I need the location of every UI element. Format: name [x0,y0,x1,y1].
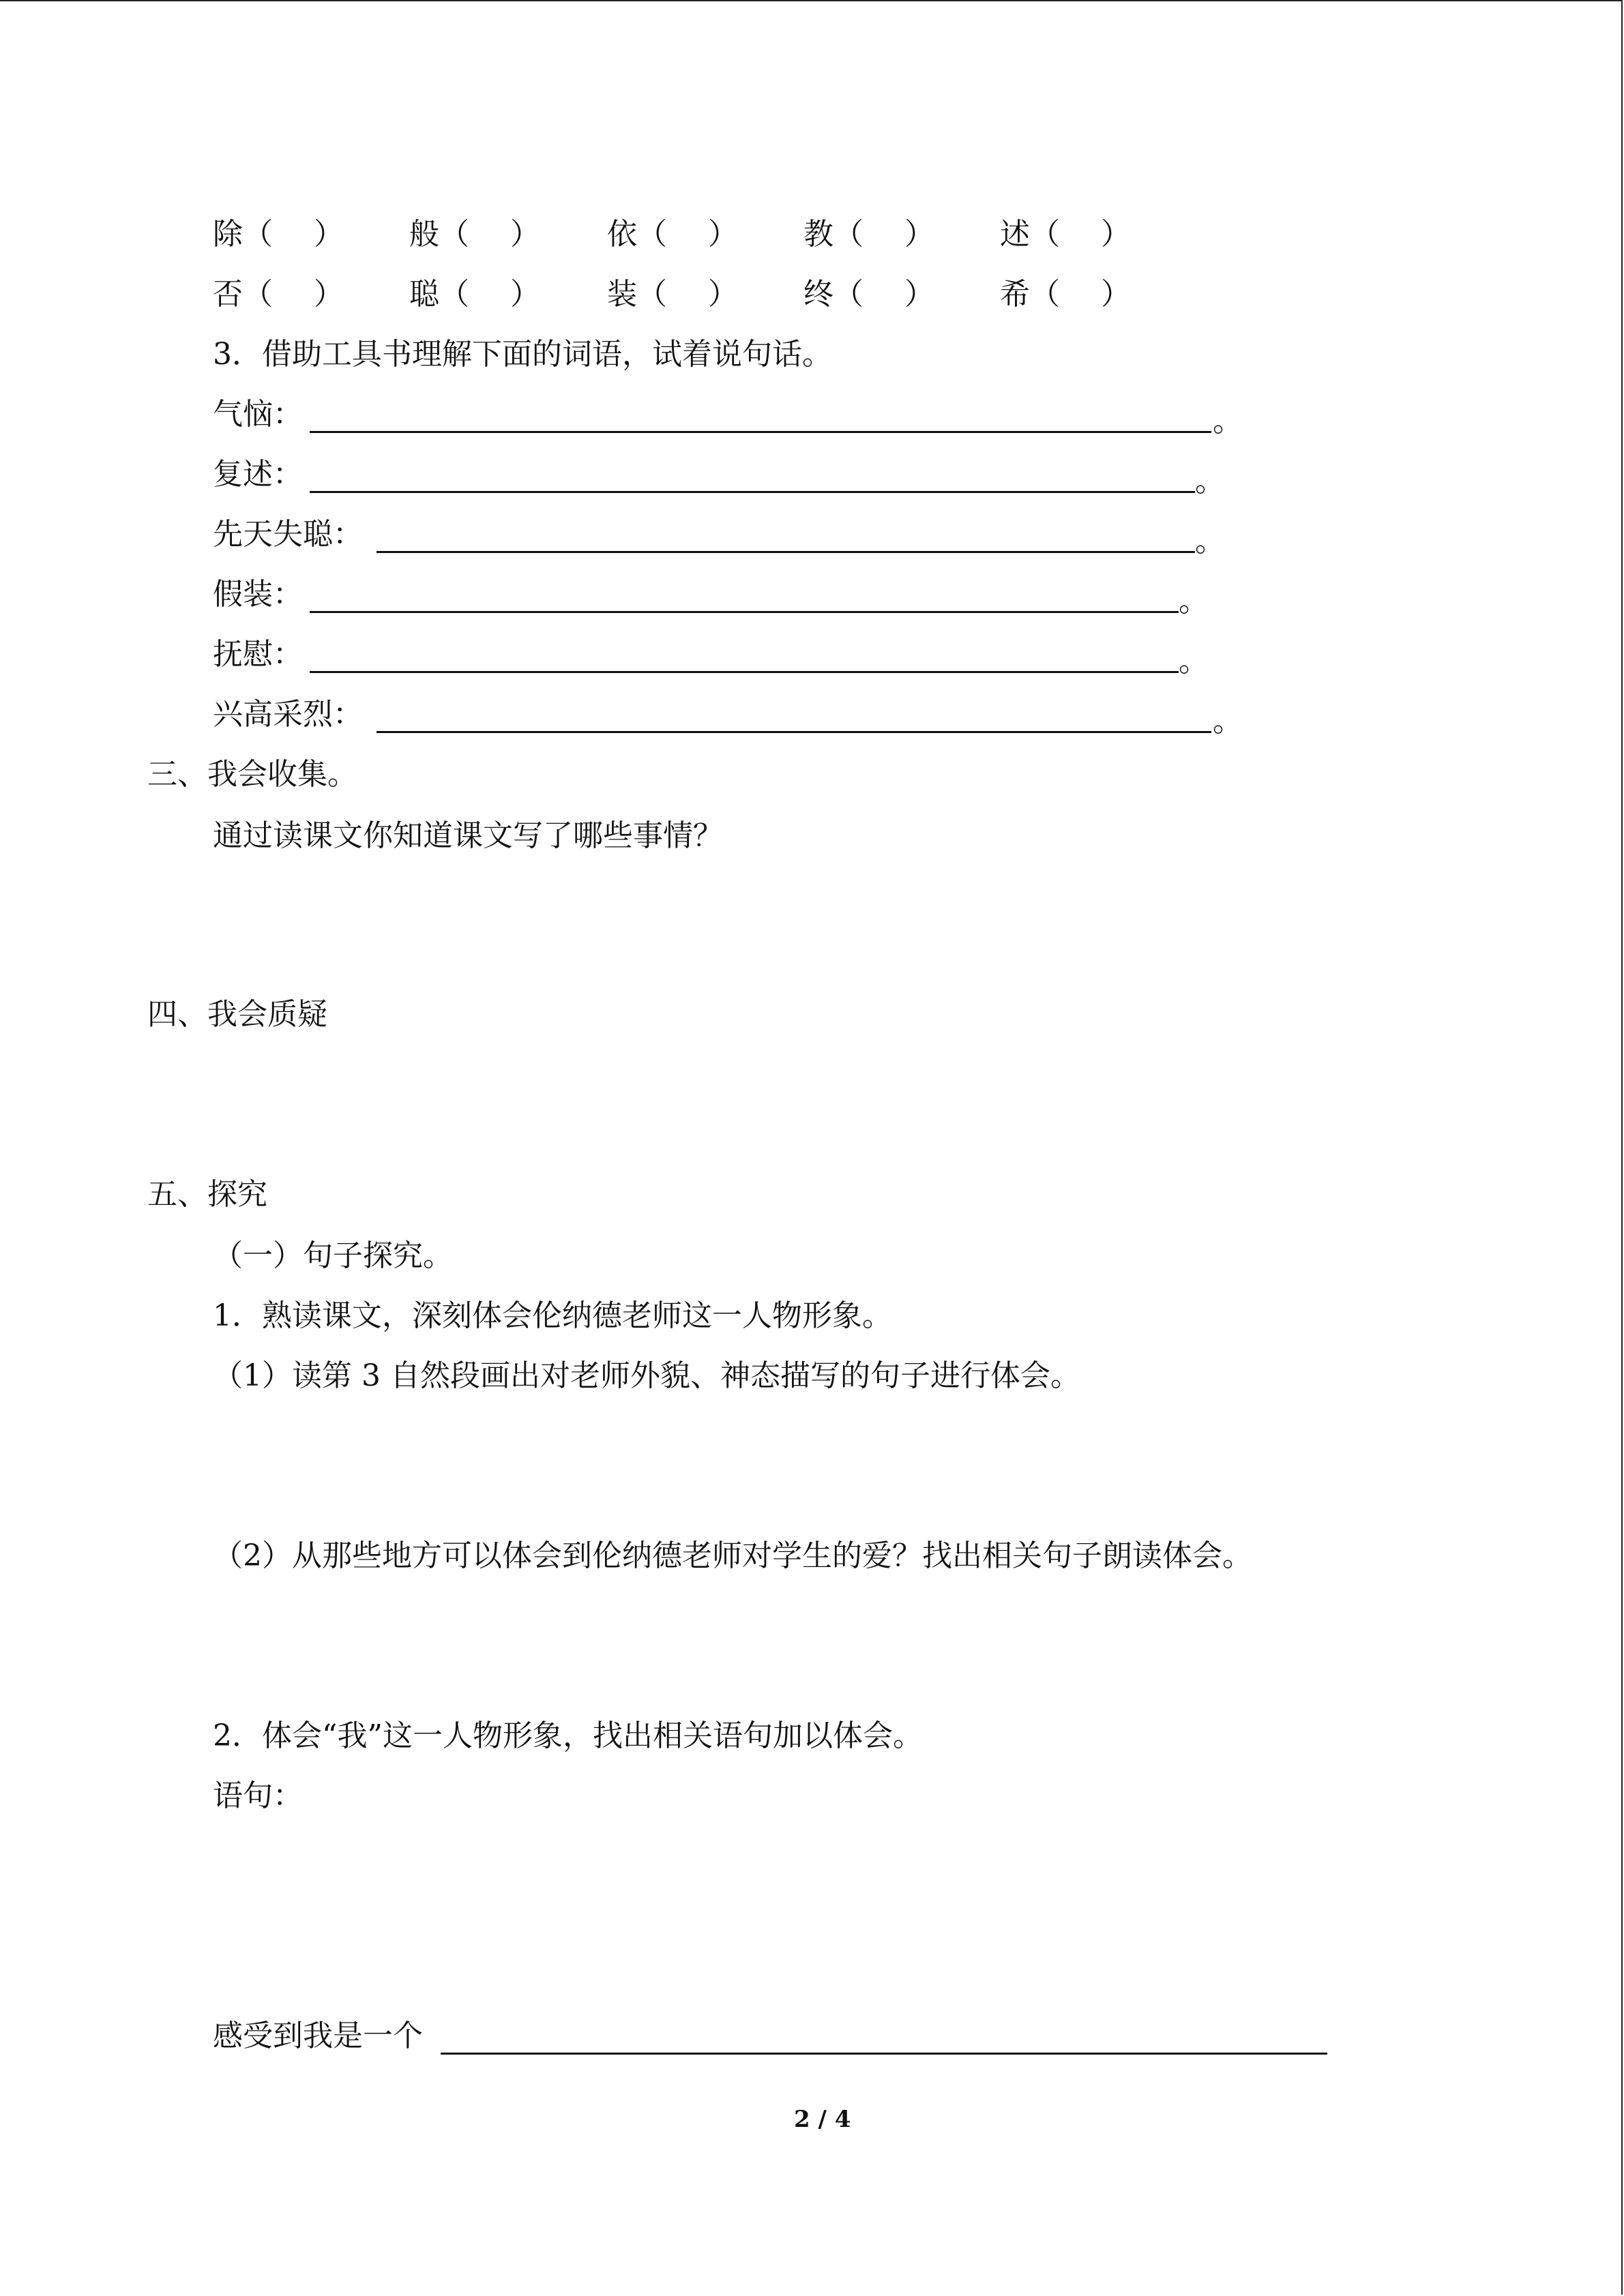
char-item: 否（ ） [213,277,344,312]
line-end-mark: 。 [1179,644,1209,679]
feeling-answer-line[interactable] [441,2053,1327,2055]
section3-title: 三、我会收集。 [147,757,357,792]
char-item: 般（ ） [409,217,540,252]
line-end-mark: 。 [1213,404,1243,438]
section3-prompt: 通过读课文你知道课文写了哪些事情？ [213,818,723,853]
char-item: 除（ ） [213,217,344,252]
answer-line[interactable] [310,671,1179,673]
answer-line[interactable] [310,431,1211,433]
char-item: 依（ ） [607,217,738,252]
vocab-label: 气恼： [213,397,303,432]
vocab-label: 复述： [213,457,303,492]
answer-line[interactable] [310,491,1195,493]
feeling-label: 感受到我是一个 [213,2018,423,2053]
section5-q1: 1．熟读课文，深刻体会伦纳德老师这一人物形象。 [213,1298,892,1333]
char-item: 装（ ） [607,277,738,312]
section5-q1-1: （1）读第 3 自然段画出对老师外貌、神态描写的句子进行体会。 [213,1358,1080,1393]
section5-title: 五、探究 [147,1177,267,1212]
sentence-label: 语句： [213,1778,303,1813]
vocab-label: 假装： [213,577,303,612]
char-item: 聪（ ） [409,277,540,312]
q3-heading: 3．借助工具书理解下面的词语，试着说句话。 [213,337,832,372]
answer-line[interactable] [377,551,1195,553]
char-item: 希（ ） [1000,277,1131,312]
line-end-mark: 。 [1213,704,1243,739]
vocab-label: 兴高采烈： [213,697,363,732]
char-item: 终（ ） [803,277,934,312]
answer-line[interactable] [377,731,1211,733]
section4-title: 四、我会质疑 [147,997,327,1032]
page-number: 2 / 4 [794,2106,851,2133]
vocab-label: 抚慰： [213,637,303,672]
line-end-mark: 。 [1195,524,1225,558]
section5-sub1: （一）句子探究。 [213,1238,453,1273]
section5-q1-2: （2）从那些地方可以体会到伦纳德老师对学生的爱？找出相关句子朗读体会。 [213,1538,1252,1573]
char-item: 教（ ） [803,217,934,252]
vocab-label: 先天失聪： [213,517,363,552]
line-end-mark: 。 [1195,464,1225,498]
section5-q2: 2．体会“我”这一人物形象，找出相关语句加以体会。 [213,1718,923,1753]
answer-line[interactable] [310,611,1179,613]
line-end-mark: 。 [1179,584,1209,618]
char-item: 述（ ） [1000,217,1131,252]
